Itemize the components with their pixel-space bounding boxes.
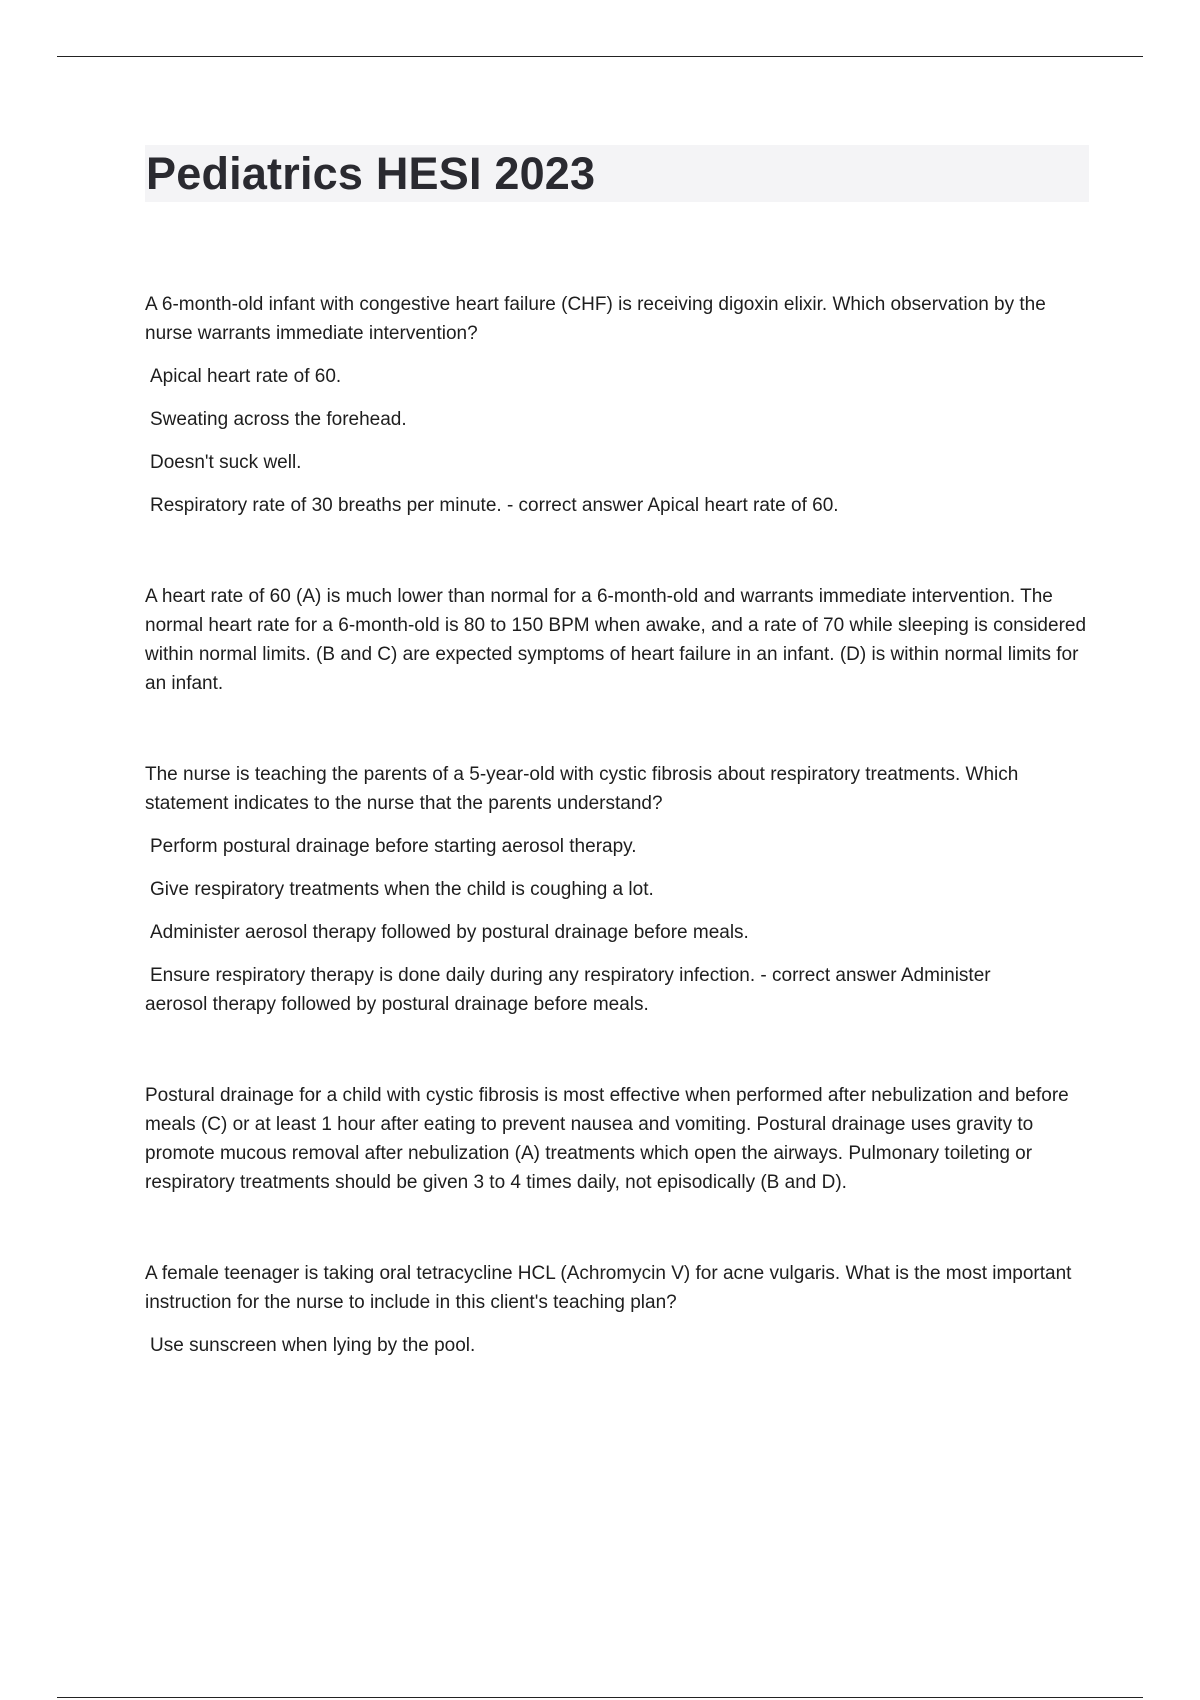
answer-option: Perform postural drainage before starting aerosol therapy. [150, 836, 637, 857]
question-text: A female teenager is taking oral tetracycline HCL (Achromycin V) for acne vulgaris. What is the most important instruction for the nurse to include in this client's teaching plan? [145, 1263, 1072, 1313]
answer-option-with-correct-answer: Respiratory rate of 30 breaths per minute. - correct answer Apical heart rate of 60. [150, 495, 839, 516]
answer-option-with-correct-answer: Ensure respiratory therapy is done daily during any respiratory infection. - correct answer Administer [150, 965, 991, 986]
answer-option: Doesn't suck well. [150, 452, 302, 473]
document-title: Pediatrics HESI 2023 [146, 148, 596, 199]
answer-option: Sweating across the forehead. [150, 409, 407, 430]
spacer [145, 698, 1095, 760]
question-text: The nurse is teaching the parents of a 5-year-old with cystic fibrosis about respiratory treatments. Which statement indicates to the nurse that the parents understand? [145, 764, 1019, 814]
footer-rule [57, 1697, 1143, 1698]
question-item-3 [145, 1259, 1095, 1360]
spacer [145, 1019, 1095, 1081]
document-body [145, 290, 1095, 1360]
answer-option: Use sunscreen when lying by the pool. [150, 1335, 476, 1356]
answer-option: Give respiratory treatments when the child is coughing a lot. [150, 879, 654, 900]
spacer [145, 1197, 1095, 1259]
spacer [145, 520, 1095, 582]
correct-answer-continuation: aerosol therapy followed by postural drainage before meals. [145, 994, 649, 1015]
answer-option: Apical heart rate of 60. [150, 366, 342, 387]
question-item-2 [145, 760, 1095, 1259]
header-rule [57, 56, 1143, 57]
rationale-text: Postural drainage for a child with cystic fibrosis is most effective when performed after nebulization and before meals (C) or at least 1 hour after eating to prevent nausea and vomiting. Postural drainage uses gravity to promote mucous removal after nebulization (A) treatments which open the airways. Pulmonary toileting or respiratory treatments should be given 3 to 4 times daily, not episodically (B and D). [145, 1085, 1069, 1193]
answer-option: Administer aerosol therapy followed by postural drainage before meals. [150, 922, 749, 943]
rationale-text: A heart rate of 60 (A) is much lower than normal for a 6-month-old and warrants immediate intervention. The normal heart rate for a 6-month-old is 80 to 150 BPM when awake, and a rate of 70 while sleeping is considered within normal limits. (B and C) are expected symptoms of heart failure in an infant. (D) is within normal limits for an infant. [145, 586, 1087, 694]
question-text: A 6-month-old infant with congestive heart failure (CHF) is receiving digoxin elixir. Which observation by the nurse warrants immediate intervention? [145, 294, 1046, 344]
question-item-1 [145, 290, 1095, 760]
